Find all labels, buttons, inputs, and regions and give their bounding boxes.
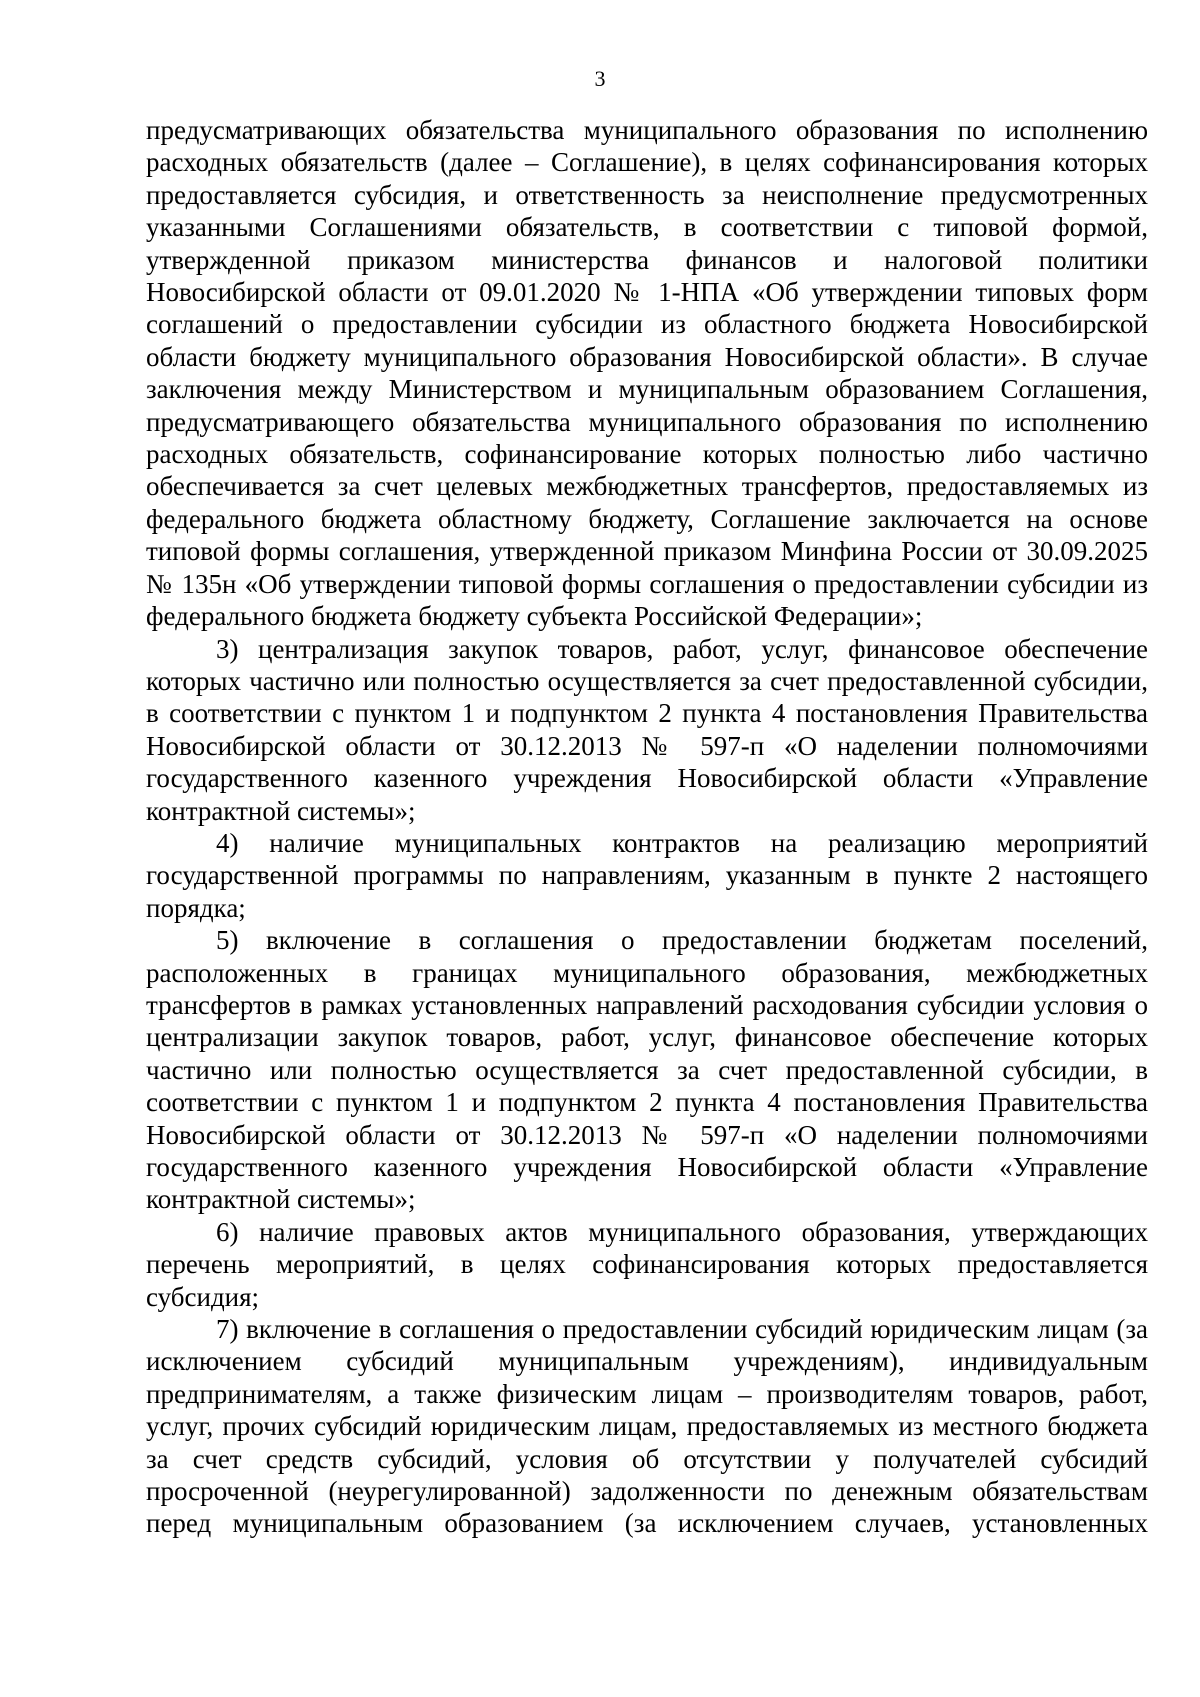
document-body [146,114,1148,1540]
paragraph-1: предусматривающих обязательства муниципального образования по исполнению расходных обязательств (далее – Соглашение), в целях софинансирования которых предоставляется субсидия, и ответственность за неисполнение предусмотренных указанными Соглашениями обязательств, в соответствии с типовой формой, утвержденной приказом министерства финансов и налоговой политики Новосибирской области от 09.01.2020 № 1-НПА «Об утверждении типовых форм соглашений о предоставлении субсидии из областного бюджета Новосибирской области бюджету муниципального образования Новосибирской области». В случае заключения между Министерством и муниципальным образованием Соглашения, предусматривающего обязательства муниципального образования по исполнению расходных обязательств, софинансирование которых полностью либо частично обеспечивается за счет целевых межбюджетных трансфертов, предоставляемых из федерального бюджета областному бюджету, Соглашение заключается на основе типовой формы соглашения, утвержденной приказом Минфина России от 30.09.2025 № 135н «Об утверждении типовой формы соглашения о предоставлении субсидии из федерального бюджета бюджету субъекта Российской Федерации»; [146,115,1148,632]
paragraph-item-7: 7) включение в соглашения о предоставлении субсидий юридическим лицам (за исключением субсидий муниципальным учреждениям), индивидуальным предпринимателям, а также физическим лицам – производителям товаров, работ, услуг, прочих субсидий юридическим лицам, предоставляемых из местного бюджета за счет средств субсидий, условия об отсутствии у получателей субсидий просроченной (неурегулированной) задолженности по денежным обязательствам перед муниципальным образованием (за исключением случаев, установленных [146,1314,1148,1539]
paragraph-item-3: 3) централизация закупок товаров, работ, услуг, финансовое обеспечение которых частично или полностью осуществляется за счет предоставленной субсидии, в соответствии с пунктом 1 и подпунктом 2 пункта 4 постановления Правительства Новосибирской области от 30.12.2013 № 597-п «О наделении полномочиями государственного казенного учреждения Новосибирской области «Управление контрактной системы»; [146,633,1148,826]
paragraph-item-6: 6) наличие правовых актов муниципального образования, утверждающих перечень мероприятий, в целях софинансирования которых предоставляется субсидия; [146,1216,1148,1312]
paragraph-item-4: 4) наличие муниципальных контрактов на реализацию мероприятий государственной программы по направлениям, указанным в пункте 2 настоящего порядка; [146,827,1148,923]
paragraph-item-5: 5) включение в соглашения о предоставлении бюджетам поселений, расположенных в границах муниципального образования, межбюджетных трансфертов в рамках установленных направлений расходования субсидии условия о централизации закупок товаров, работ, услуг, финансовое обеспечение которых частично или полностью осуществляется за счет предоставленной субсидии, в соответствии с пунктом 1 и подпунктом 2 пункта 4 постановления Правительства Новосибирской области от 30.12.2013 № 597-п «О наделении полномочиями государственного казенного учреждения Новосибирской области «Управление контрактной системы»; [146,925,1148,1215]
page-number: 3 [594,66,606,91]
